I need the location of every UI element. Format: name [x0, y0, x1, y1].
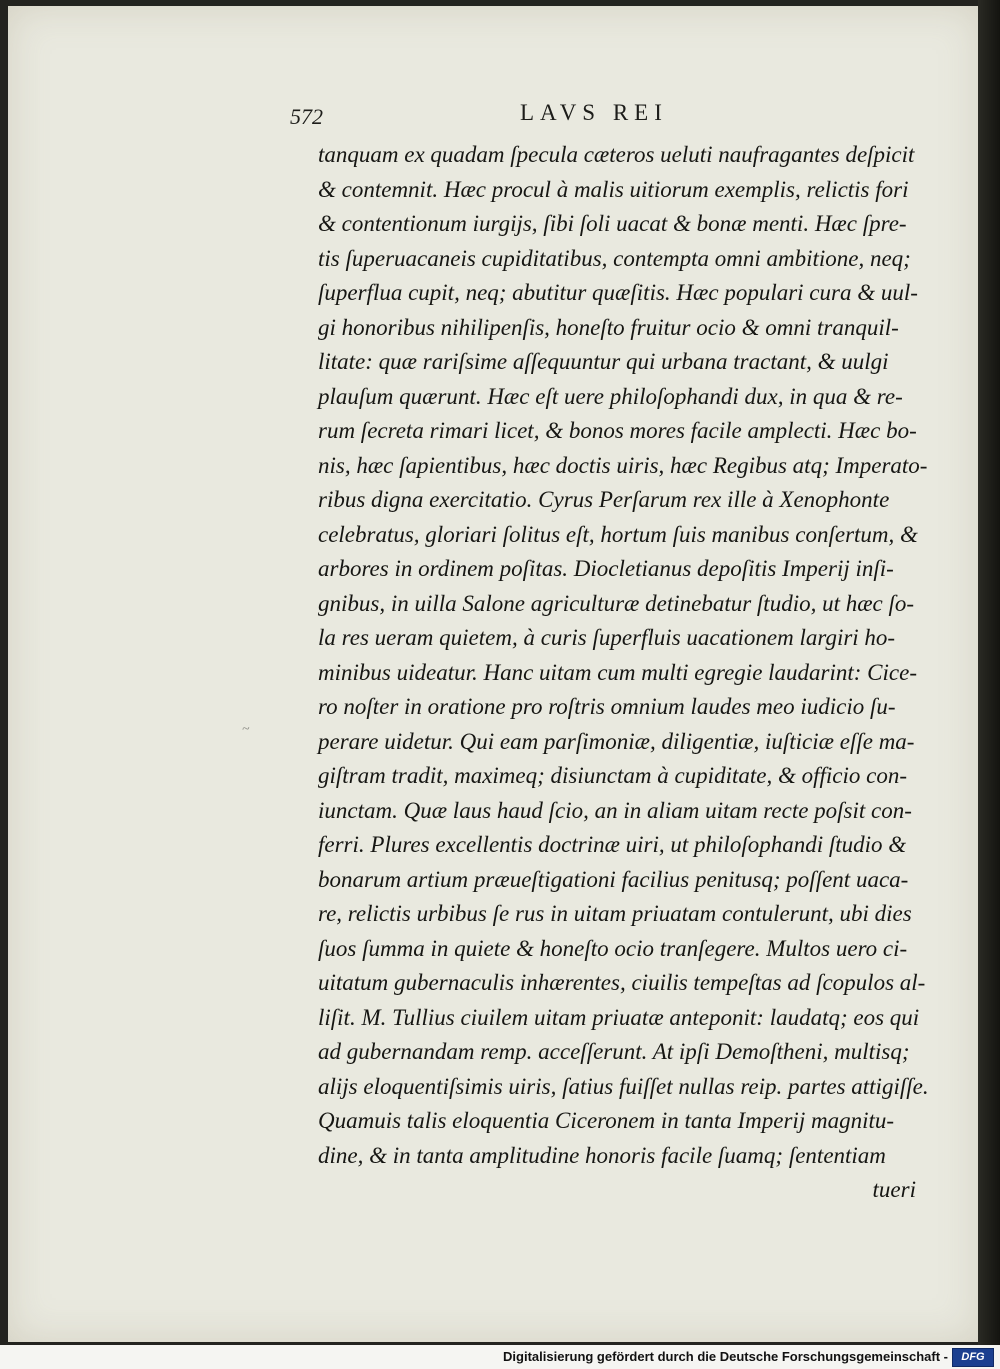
text-line: uitatum gubernaculis inhærentes, ciuilis tempeſtas ad ſcopulos al- [318, 970, 926, 995]
text-line: ad gubernandam remp. acceſſerunt. At ipſi Demoſtheni, multisq; [318, 1039, 910, 1064]
text-line: arbores in ordinem poſitas. Diocletianus depoſitis Imperij inſi- [318, 556, 894, 581]
text-line: celebratus, gloriari ſolitus eſt, hortum ſuis manibus conſertum, & [318, 521, 918, 547]
text-line: & contemnit. Hæc procul à malis uitiorum exemplis, relictis fori [318, 176, 909, 202]
text-line: rum ſecreta rimari licet, & bonos mores facile amplecti. Hæc bo- [318, 418, 917, 443]
text-line: dine, & in tanta amplitudine honoris facile ſuamq; ſententiam [318, 1142, 886, 1168]
text-line: bonarum artium præueſtigationi facilius penitusq; poſſent uaca- [318, 866, 909, 892]
text-line: litate: quæ rariſsime aſſequuntur qui urbana tractant, & uulgi [318, 349, 889, 374]
text-line: gi honoribus nihilipenſis, honeſto fruitur ocio & omni tranquil- [318, 314, 899, 340]
running-head: LAVS REI [520, 100, 668, 125]
footer-credit: Digitalisierung gefördert durch die Deutsche Forschungsgemeinschaft - [503, 1349, 948, 1364]
body-text [318, 138, 938, 1208]
text-line: la res ueram quietem, à curis ſuperfluis uacationem largiri ho- [318, 625, 896, 650]
text-line: ſuperflua cupit, neq; abutitur quæſitis. Hæc populari cura & uul- [318, 280, 918, 305]
page-edge-shadow [978, 0, 1000, 1345]
text-line: & contentionum iurgijs, ſibi ſoli uacat & bonæ menti. Hæc ſpre- [318, 211, 907, 236]
text-line: perare uidetur. Qui eam parſimoniæ, diligentiæ, iuſticiæ eſſe ma- [318, 728, 915, 754]
text-line: re, relictis urbibus ſe rus in uitam priuatam contulerunt, ubi dies [318, 901, 912, 926]
text-line: ro noſter in oratione pro roſtris omnium laudes meo iudicio ſu- [318, 694, 896, 719]
text-line: tanquam ex quadam ſpecula cæteros ueluti naufragantes deſpicit [318, 142, 915, 167]
text-line: ribus digna exercitatio. Cyrus Perſarum rex ille à Xenophonte [318, 487, 890, 512]
footer-bar [0, 1345, 1000, 1369]
text-line: iunctam. Quæ laus haud ſcio, an in aliam uitam recte poſsit con- [318, 797, 912, 823]
text-line: giſtram tradit, maximeq; disiunctam à cupiditate, & officio con- [318, 763, 907, 788]
text-line: nis, hæc ſapientibus, hæc doctis uiris, hæc Regibus atq; Imperato- [318, 452, 928, 478]
text-line: alijs eloquentiſsimis uiris, ſatius fuiſſet nullas reip. partes attigiſſe. [318, 1073, 929, 1099]
text-line: minibus uideatur. Hanc uitam cum multi egregie laudarint: Cice- [318, 659, 917, 685]
margin-annotation: ~ [241, 721, 251, 738]
page-number: 572 [290, 104, 323, 129]
text-line: plauſum quærunt. Hæc eſt uere philoſophandi dux, in qua & re- [318, 383, 903, 409]
text-line: ſuos ſumma in quiete & honeſto ocio tranſegere. Multos uero ci- [318, 935, 908, 961]
text-line: gnibus, in uilla Salone agriculturæ detinebatur ſtudio, ut hæc ſo- [318, 590, 915, 616]
catchword: tueri [872, 1177, 916, 1202]
text-line: Quamuis talis eloquentia Ciceronem in tanta Imperij magnitu- [318, 1108, 895, 1133]
text-line: tis ſuperuacaneis cupiditatibus, contempta omni ambitione, neq; [318, 245, 911, 271]
text-line: ferri. Plures excellentis doctrinæ uiri, ut philoſophandi ſtudio & [318, 832, 907, 857]
dfg-logo[interactable]: DFG [952, 1348, 994, 1367]
text-line: liſit. M. Tullius ciuilem uitam priuatæ anteponit: laudatq; eos qui [318, 1004, 920, 1030]
